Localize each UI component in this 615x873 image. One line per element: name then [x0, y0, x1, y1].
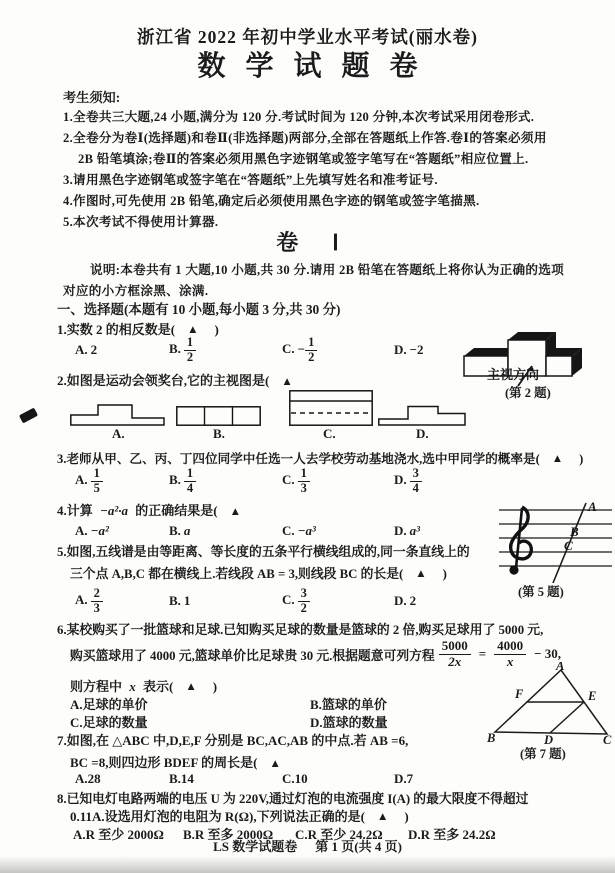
scan-edge-shadow — [0, 856, 615, 873]
page-footer — [0, 836, 615, 855]
q2-option-c-label: C. — [323, 426, 336, 441]
triangle-point-c-label: C — [603, 733, 612, 744]
question-7-line-2: BC =8,则四边形 BDEF 的周长是( ▲ — [70, 755, 281, 770]
answer-placeholder-icon: ▲ — [551, 453, 564, 465]
q5-option-a: A. $\frac{2}{3}$ — [57, 587, 169, 616]
question-7-line-1: 7.如图,在 △ABC 中,D,E,F 分别是 BC,AC,AB 的中点.若 AB =6, — [57, 733, 409, 748]
notice-line-3: 3.请用黑色字迹钢笔或签字笔在“答题纸”上先填写姓名和准考证号. — [63, 173, 438, 187]
answer-placeholder-icon: ▲ — [229, 506, 242, 518]
question-2-stem: 2.如图是运动会领奖台,它的主视图是( ▲ — [57, 373, 293, 388]
answer-placeholder-icon: ▲ — [415, 568, 427, 580]
q2-option-a-label: A. — [112, 426, 125, 441]
volume-1-note-line-1: 说明:本卷共有 1 大题,10 小题,共 30 分.请用 2B 铅笔在答题纸上将你认为正确的选项 — [90, 263, 565, 277]
question-6-line-3: 则方程中 x 表示( ▲ ) — [70, 679, 218, 694]
q6-option-a: A.足球的单价 — [70, 697, 148, 712]
paper-title: 数学试题卷 — [197, 51, 438, 82]
triangle-point-b-label: B — [487, 731, 496, 744]
notice-line-1: 1.全卷共三大题,24 小题,满分为 120 分.考试时间为 120 分钟,本次考试采用闭卷形式. — [63, 110, 535, 124]
q5-option-d: D. 2 — [394, 593, 417, 608]
q3-option-b: B. $\frac{1}{4}$ — [169, 467, 282, 496]
ink-blot-artifact — [19, 408, 38, 424]
q2-option-d-image — [378, 404, 466, 426]
q1-option-a: A. 2 — [75, 342, 98, 357]
answer-placeholder-icon: ▲ — [187, 324, 199, 336]
q8-option-d: D.R 至多 24.2Ω — [408, 827, 496, 842]
q3-option-d: D. $\frac{3}{4}$ — [394, 467, 422, 496]
q1-option-d: D. −2 — [394, 342, 424, 357]
q4-option-d: D. a³ — [394, 523, 421, 538]
question-4-options — [57, 520, 420, 542]
q7-option-a: A.28 — [75, 771, 101, 786]
front-view-direction-label: 主视方向 — [487, 367, 540, 382]
triangle-point-f-label: F — [515, 687, 524, 701]
question-6-line-2: 购买篮球用了 4000 元,篮球单价比足球贵 30 元.根据题意可列方程 $\frac{5000}{2x}$ = $\frac{4000}{x}$ − 30, — [70, 637, 562, 669]
q6-option-b: B.篮球的单价 — [310, 697, 387, 712]
q3-option-c: C. $\frac{1}{3}$ — [282, 467, 394, 496]
figure-5-caption: (第 5 题) — [518, 585, 564, 599]
q5-option-b: B. 1 — [169, 593, 191, 608]
q2-option-c-image — [289, 390, 373, 426]
q6-fraction-2: $\frac{4000}{x}$ — [494, 639, 526, 669]
treble-clef-icon — [509, 507, 531, 575]
q3-option-a: A. $\frac{1}{5}$ — [57, 467, 169, 496]
question-1-options — [57, 334, 424, 366]
q2-option-b-label: B. — [213, 426, 225, 441]
answer-placeholder-icon: ▲ — [376, 811, 389, 823]
answer-placeholder-icon: ▲ — [281, 376, 293, 388]
question-6-line-1: 6.某校购买了一批篮球和足球.已知购买足球的数量是篮球的 2 倍,购买足球用了 5000 元, — [57, 623, 544, 637]
staff-point-c-label: C — [564, 538, 573, 553]
figure-7-caption: (第 7 题) — [520, 747, 566, 761]
triangle-point-d-label: D — [544, 733, 554, 744]
question-5-line-2: 三个点 A,B,C 都在横线上.若线段 AB = 3,则线段 BC 的长是( ▲ ) — [70, 567, 447, 581]
notice-heading: 考生须知: — [63, 90, 121, 105]
notice-line-4: 4.作图时,可先使用 2B 铅笔,确定后必须使用黑色字迹的钢笔或签字笔描黑. — [63, 194, 480, 208]
q7-option-d: D.7 — [394, 771, 414, 786]
q8-option-a: A.R 至少 2000Ω — [73, 827, 164, 842]
answer-placeholder-icon: ▲ — [269, 758, 281, 770]
q4-math-expression: −a²·a — [100, 503, 129, 518]
question-1-stem: 1.实数 2 的相反数是( ▲ ) — [57, 322, 219, 337]
figure-2-caption: (第 2 题) — [505, 386, 551, 400]
q2-option-b-image — [176, 406, 261, 426]
section-1-heading: 一、选择题(本题有 10 小题,每小题 3 分,共 30 分) — [57, 302, 341, 317]
volume-1-title — [0, 226, 615, 257]
q6-fraction-1: $\frac{5000}{2x}$ — [439, 639, 471, 669]
question-8-line-2: 0.11A.设选用灯泡的电阻为 R(Ω),下列说法正确的是( ▲ ) — [70, 809, 409, 824]
notice-line-2a: 2.全卷分为卷Ⅰ(选择题)和卷Ⅱ(非选择题)两部分,全部在答题纸上作答.卷Ⅰ的答案必须用 — [63, 131, 547, 145]
triangle-point-e-label: E — [588, 689, 597, 703]
q2-option-d-label: D. — [416, 426, 429, 441]
question-8-line-1: 8.已知电灯电路两端的电压 U 为 220V,通过灯泡的电流强度 I(A) 的最大限度不得超过 — [57, 792, 529, 806]
footer-page-number: 第 1 页(共 4 页) — [315, 839, 402, 854]
q8-option-c: C.R 至少 24.2Ω — [295, 827, 383, 842]
footer-booklet-name: LS 数学试题卷 — [213, 839, 298, 854]
volume-1-note-line-2: 对应的小方框涂黑、涂满. — [63, 284, 209, 298]
q6-option-d: D.篮球的数量 — [310, 715, 388, 730]
q2-option-a-image — [70, 402, 165, 426]
answer-placeholder-icon: ▲ — [185, 681, 197, 693]
staff-point-b-label: B — [570, 524, 579, 539]
question-3-stem: 3.老师从甲、乙、丙、丁四位同学中任选一人去学校劳动基地浇水,选中甲同学的概率是( ▲ ) — [57, 452, 584, 466]
question-5-line-1: 5.如图,五线谱是由等距离、等长度的五条平行横线组成的,同一条直线上的 — [57, 545, 470, 559]
q4-option-b: B. a — [169, 523, 191, 538]
q7-option-c: C.10 — [282, 771, 308, 786]
volume-1-numeral: Ⅰ — [332, 230, 339, 255]
exam-title: 浙江省 2022 年初中学业水平考试(丽水卷) — [137, 27, 478, 47]
q4-option-a: A. −a² — [75, 523, 109, 538]
q1-option-b: B. $\frac{1}{2}$ — [169, 336, 282, 365]
q4-option-c: C. −a³ — [282, 523, 316, 538]
question-4-stem: 4.计算 −a²·a 的正确结果是( ▲ — [57, 503, 242, 518]
q5-option-c: C. $\frac{3}{2}$ — [282, 587, 394, 616]
question-3-options — [57, 464, 422, 498]
q1-option-c: C. − $\frac{1}{2}$ — [282, 336, 394, 365]
triangle-figure — [487, 662, 615, 744]
staff-point-a-label: A — [588, 500, 597, 514]
volume-1-char: 卷 — [276, 230, 299, 255]
question-5-options — [57, 584, 416, 618]
triangle-point-a-label: A — [556, 662, 565, 673]
staff-figure — [485, 500, 613, 586]
q8-option-b: B.R 至多 2000Ω — [183, 827, 274, 842]
q6-option-c: C.足球的数量 — [70, 715, 148, 730]
q7-option-b: B.14 — [169, 771, 194, 786]
notice-line-5: 5.本次考试不得使用计算器. — [63, 215, 219, 229]
notice-line-2b: 2B 铅笔填涂;卷Ⅱ的答案必须用黑色字迹钢笔或签字笔写在“答题纸”相应位置上. — [78, 152, 529, 166]
question-7-options — [57, 770, 413, 788]
